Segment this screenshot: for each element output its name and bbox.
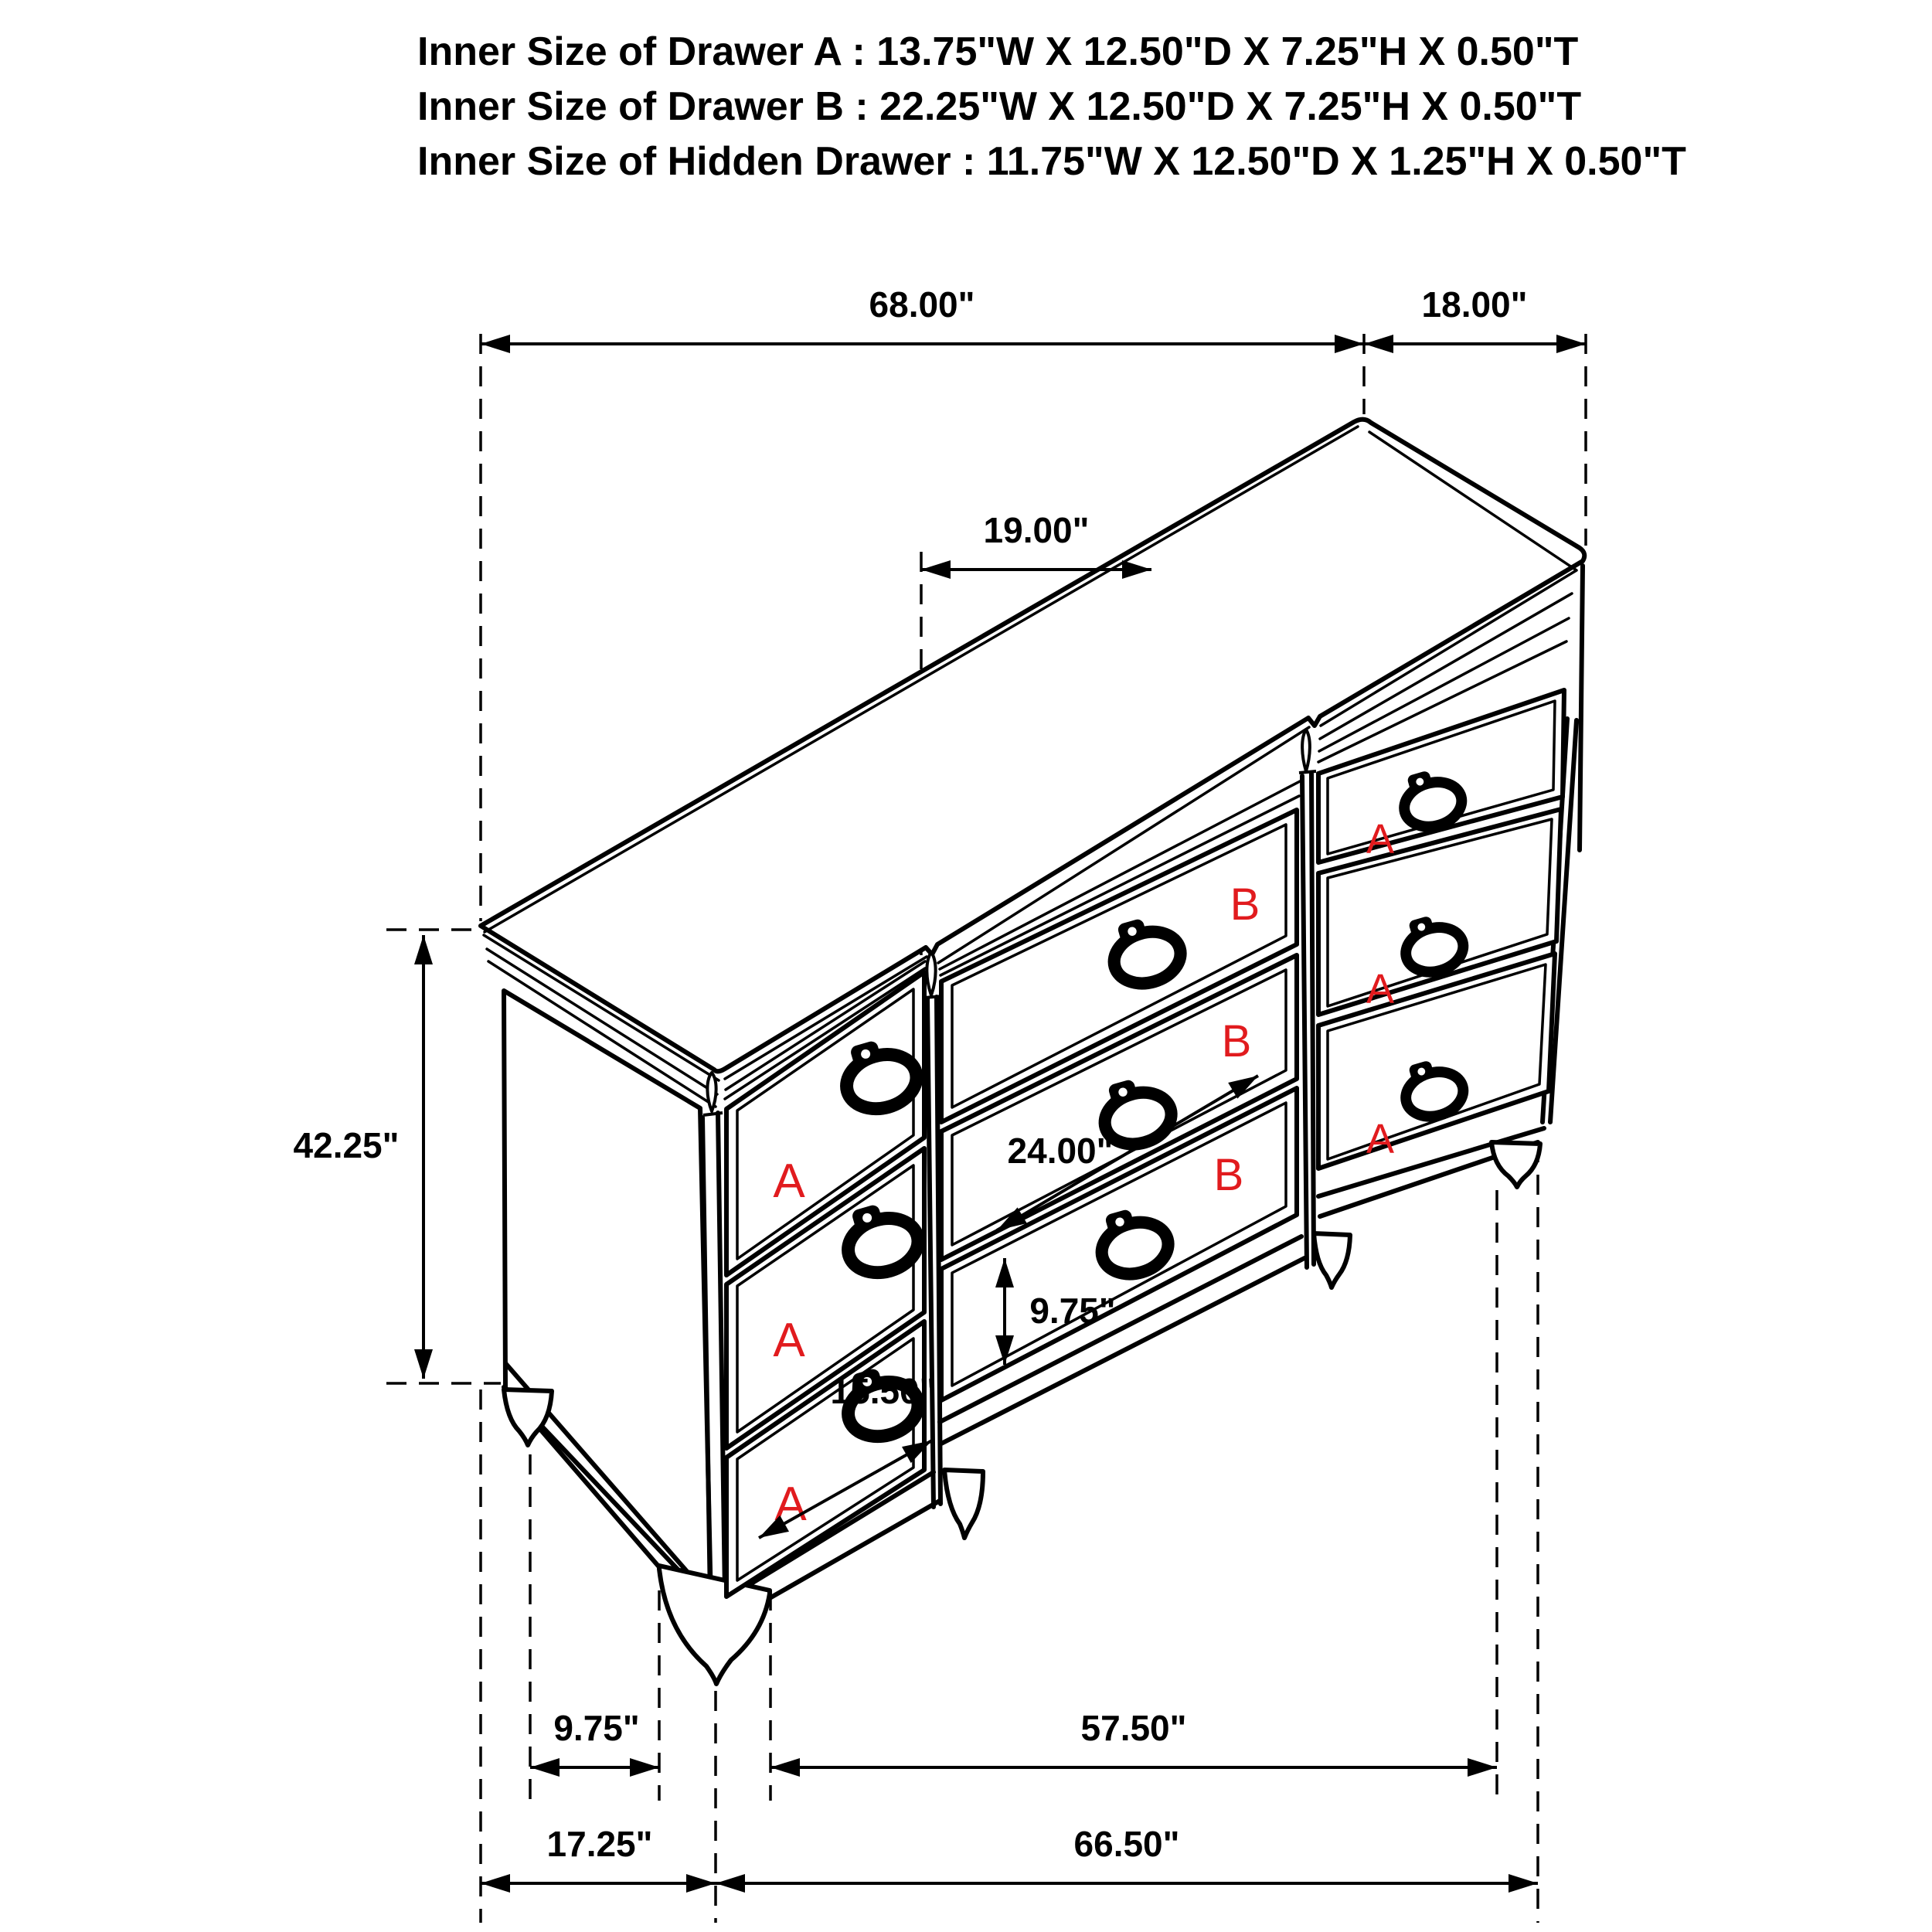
left-drawer-stack: [726, 972, 924, 1597]
header-line-hidden-drawer: Inner Size of Hidden Drawer : 11.75"W X 12.50"D X 1.25"H X 0.50"T: [417, 139, 1686, 184]
dim-front-feet-span-label: 57.50": [1080, 1708, 1187, 1748]
drawer-b-label: B: [1221, 1016, 1252, 1066]
dim-top-width-label: 68.00": [869, 284, 975, 325]
drawer-a-label: A: [1366, 816, 1395, 862]
dim-drawer-b-height-label: 9.75": [1029, 1291, 1116, 1331]
drawer-a-label: A: [1366, 966, 1395, 1012]
center-right-foot: [1314, 1233, 1350, 1287]
dim-drawer-b-width-label: 24.00": [1007, 1131, 1114, 1171]
dim-height-label: 42.25": [293, 1125, 400, 1165]
drawer-a-label: A: [773, 1314, 805, 1367]
right-drawer-stack: [1318, 690, 1564, 1168]
header-line-drawer-b: Inner Size of Drawer B : 22.25"W X 12.50"D X 7.25"H X 0.50"T: [417, 84, 1582, 129]
drawer-a-label: A: [773, 1155, 805, 1208]
drawer-a-label: A: [774, 1478, 807, 1531]
header-block: [417, 29, 1686, 184]
dim-front-width-label: 66.50": [1073, 1824, 1180, 1864]
dim-side-depth-label: 17.25": [546, 1824, 653, 1864]
drawer-b-label: B: [1213, 1150, 1244, 1200]
dim-top-center-depth-label: 19.00": [983, 510, 1090, 550]
dim-drawer-a-width-label: 15.50": [830, 1371, 937, 1411]
dim-top-right-depth-label: 18.00": [1421, 284, 1528, 325]
drawer-b-label: B: [1230, 879, 1260, 930]
header-line-drawer-a: Inner Size of Drawer A : 13.75"W X 12.50"D X 7.25"H X 0.50"T: [417, 29, 1579, 74]
dresser-isometric-drawing: [481, 420, 1584, 1684]
front-right-foot: [1492, 1142, 1540, 1187]
drawer-a-label: A: [1366, 1116, 1395, 1162]
dim-foot-clearance-label: 9.75": [553, 1708, 640, 1748]
center-left-foot: [944, 1470, 983, 1538]
